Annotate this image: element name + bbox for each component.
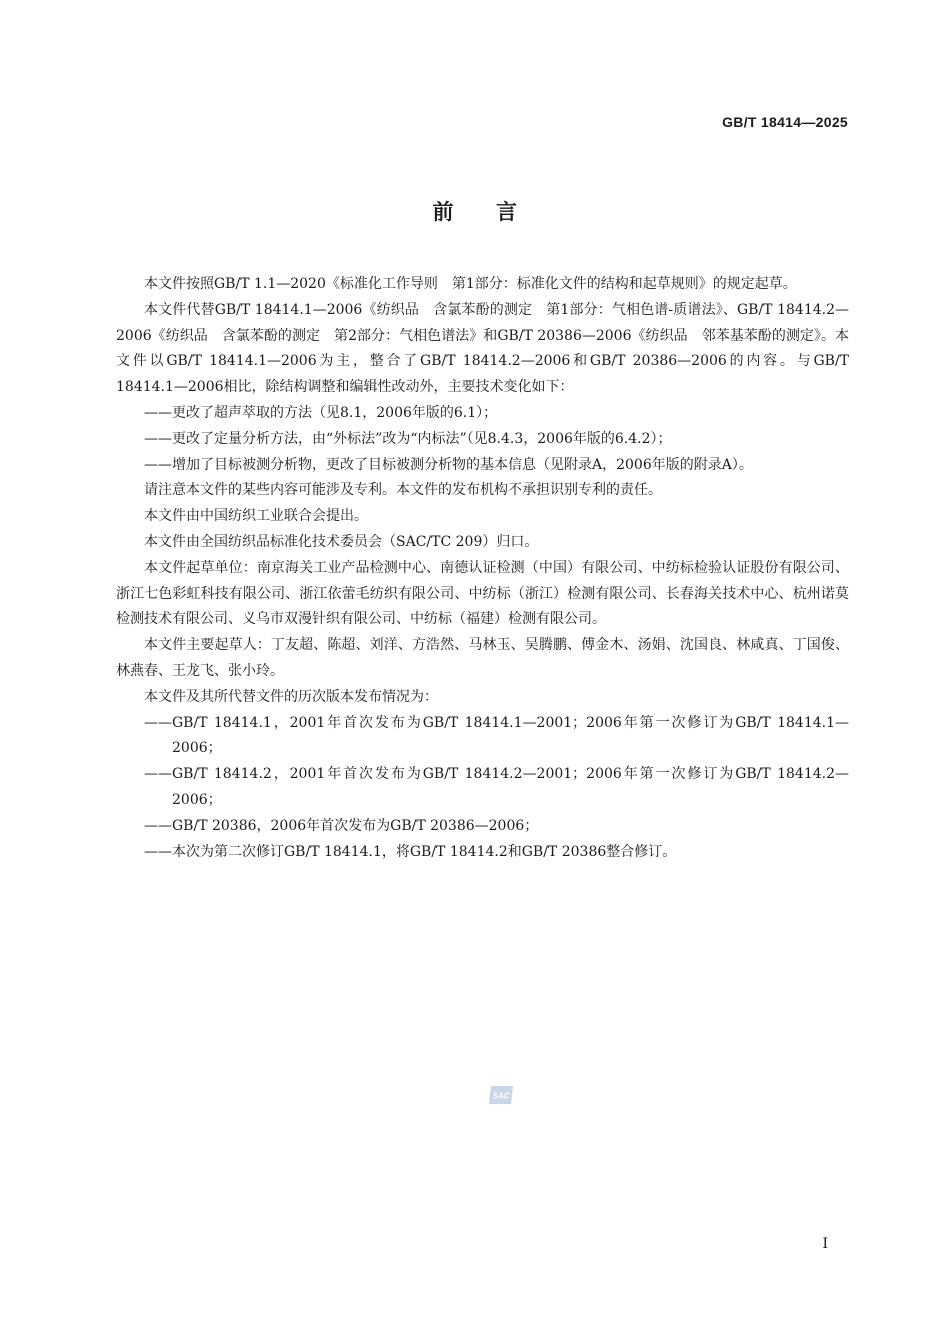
page-title [0, 196, 950, 226]
sac-watermark-logo [487, 1084, 515, 1106]
standard-code: GB/T 18414—2025 [722, 114, 848, 130]
proposer-statement: 本文件由中国纺织工业联合会提出。 [144, 508, 368, 525]
foreword-body [116, 272, 849, 865]
page-number: I [822, 1236, 828, 1252]
committee-statement: 本文件由全国纺织品标准化技术委员会（SAC/TC 209）归口。 [144, 533, 539, 550]
drafting-units: 本文件起草单位：南京海关工业产品检测中心、南德认证检测（中国）有限公司、中纺标检验认证股份有限公司、浙江七色彩虹科技有限公司、浙江依蕾毛纺织有限公司、中纺标（浙江）检测有限公司、长春海关技术中心、杭州诺莫检测技术有限公司、义乌市双漫针织有限公司、中纺标（福建）检测有限公司。 [116, 559, 849, 628]
history-item: ——GB/T 18414.2，2001年首次发布为GB/T 18414.2—2001；2006年第一次修订为GB/T 18414.2—2006； [144, 766, 849, 808]
history-intro: 本文件及其所代替文件的历次版本发布情况为： [144, 688, 438, 705]
drafters: 本文件主要起草人：丁友超、陈超、刘洋、方浩然、马林玉、吴腾鹏、傅金木、汤娟、沈国良、林咸真、丁国俊、林燕春、王龙飞、张小玲。 [116, 637, 849, 679]
history-item: ——GB/T 20386，2006年首次发布为GB/T 20386—2006； [144, 817, 539, 834]
title-char-1: 前 [432, 200, 454, 224]
replacement-paragraph: 本文件代替GB/T 18414.1—2006《纺织品 含氯苯酚的测定 第1部分：气相色谱-质谱法》、GB/T 18414.2—2006《纺织品 含氯苯酚的测定 第2部分：气相色谱法》和GB/T 20386—2006《纺织品 邻苯基苯酚的测定》。本文件以GB/T 18414.1—2006为主，整合了GB/T 18414.2—2006和GB/T 20386—2006的内容。与GB/T 18414.1—2006相比，除结构调整和编辑性改动外，主要技术变化如下： [116, 301, 849, 396]
change-item: ——更改了定量分析方法，由“外标法”改为“内标法”（见8.4.3，2006年版的6.4.2）； [144, 430, 672, 447]
history-item: ——本次为第二次修订GB/T 18414.1，将GB/T 18414.2和GB/T 20386整合修订。 [144, 843, 677, 860]
change-item: ——更改了超声萃取的方法（见8.1，2006年版的6.1）； [144, 404, 498, 421]
drafting-rule-paragraph: 本文件按照GB/T 1.1—2020《标准化工作导则 第1部分：标准化文件的结构和起草规则》的规定起草。 [144, 276, 797, 292]
history-item: ——GB/T 18414.1，2001年首次发布为GB/T 18414.1—2001；2006年第一次修订为GB/T 18414.1—2006； [144, 714, 849, 757]
svg-text:SAC: SAC [492, 1091, 510, 1101]
patent-statement: 请注意本文件的某些内容可能涉及专利。本文件的发布机构不承担识别专利的责任。 [144, 482, 662, 499]
title-char-2: 言 [496, 200, 518, 224]
change-item: ——增加了目标被测分析物，更改了目标被测分析物的基本信息（见附录A，2006年版的附录A）。 [144, 456, 753, 473]
